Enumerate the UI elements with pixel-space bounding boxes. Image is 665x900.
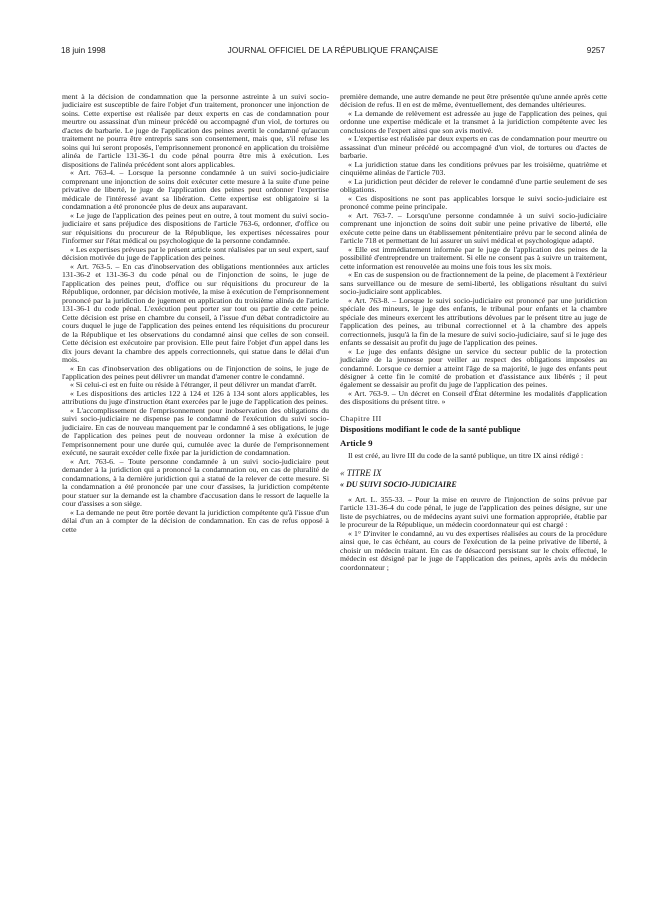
paragraph: « La juridiction peut décider de relever le condamné d'une partie seulement de ses obligations. — [340, 176, 607, 195]
paragraph: « Art. 763-9. – Un décret en Conseil d'État détermine les modalités d'application des dispositions du présent titre. » — [340, 388, 607, 407]
paragraph: « Art. 763-8. – Lorsque le suivi socio-judiciaire est prononcé par une juridiction spéciale des mineurs, le juge des enfants, le tribunal pour enfants et la chambre spéciale des mineurs exercent les attributions dévolues par le présent titre au juge de l'application des peines, au tribunal correctionnel et à la chambre des appels correctionnels, jusqu'à la fin de la mesure de suivi socio-judiciaire, sauf si le juge des enfants se dessaisit au profit du juge de l'application des peines. — [340, 295, 607, 348]
header-page-number: 9257 — [586, 46, 605, 55]
chapter-label: Chapitre III — [340, 413, 382, 423]
paragraph: « La juridiction statue dans les conditions prévues par les troisième, quatrième et cinquième alinéas de l'article 703. — [340, 159, 607, 178]
right-column — [340, 93, 607, 572]
paragraph: « En cas d'inobservation des obligations ou de l'injonction de soins, le juge de l'application des peines peut délivrer un mandat d'amener contre le condamné. — [62, 363, 329, 381]
header-journal-title: JOURNAL OFFICIEL DE LA RÉPUBLIQUE FRANÇAISE — [227, 46, 439, 55]
page-header — [61, 46, 605, 60]
paragraph: « Art. 763-4. – Lorsque la personne condamnée à un suivi socio-judiciaire comprenant une injonction de soins doit exécuter cette mesure à la suite d'une peine privative de liberté, le juge de l'application des peines peut ordonner l'expertise médicale de l'intéressé avant sa libération. Cette expertise est obligatoire si la condamnation a été prononcée plus de deux ans auparavant. — [62, 168, 329, 212]
paragraph: « Elle est immédiatement informée par le juge de l'application des peines de la possibilité d'entreprendre un traitement. Si elle ne consent pas à suivre un traitement, cette information est renouvelée au moins une fois tous les six mois. — [340, 244, 607, 271]
paragraph: ment à la décision de condamnation que la personne astreinte à un suivi socio-judiciaire est susceptible de faire l'objet d'un traitement, prononcer une injonction de soins. Cette expertise est réalisée par deux experts en cas de condamnation pour meurtre ou assassinat d'un mineur précédé ou accompagné d'un viol, de tortures ou d'actes de barbarie. Le juge de l'application des peines avertit le condamné qu'aucun traitement ne pourra être entrepris sans son consentement, mais que, s'il refuse les soins qui lui seront proposés, l'emprisonnement prononcé en application du troisième alinéa de l'article 131-36-1 du code pénal pourra être mis à exécution. Les dispositions de l'alinéa précédent sont alors applicables. — [62, 92, 329, 169]
paragraph: « La demande ne peut être portée devant la juridiction compétente qu'à l'issue d'un délai d'un an à compter de la décision de condamnation. En cas de refus opposé à cette — [62, 507, 329, 534]
paragraph: « L'accomplissement de l'emprisonnement pour inobservation des obligations du suivi socio-judiciaire ne dispense pas le condamné de l'exécution du suivi socio-judiciaire. En cas de nouveau manquement par le condamné à ses obligations, le juge de l'application des peines peut de nouveau ordonner la mise à exécution de l'emprisonnement pour une durée qui, cumulée avec la durée de l'emprisonnement exécuté, ne saurait excéder celle fixée par la juridiction de condamnation. — [62, 405, 329, 458]
paragraph: première demande, une autre demande ne peut être présentée qu'une année après cette décision de refus. Il en est de même, éventuellement, des demandes ultérieures. — [340, 92, 607, 110]
paragraph: « Art. L. 355-33. – Pour la mise en œuvre de l'injonction de soins prévue par l'article 131-36-4 du code pénal, le juge de l'application des peines désigne, sur une liste de psychiatres, ou de médecins ayant suivi une formation appropriée, établie par le procureur de la République, un médecin coordonnateur qui est chargé : — [340, 494, 607, 530]
paragraph: « Ces dispositions ne sont pas applicables lorsque le suivi socio-judiciaire est prononcé comme peine principale. — [340, 193, 607, 212]
header-date: 18 juin 1998 — [61, 46, 106, 55]
titre-heading: « TITRE IX — [340, 467, 382, 478]
paragraph: « 1° D'inviter le condamné, au vu des expertises réalisées au cours de la procédure ainsi que, le cas échéant, au cours de l'exécution de la peine privative de liberté, à choisir un médecin traitant. En cas de désaccord persistant sur le choix effectué, le médecin est désigné par le juge de l'application des peines, après avis du médecin coordonnateur ; — [340, 528, 607, 572]
paragraph: « Le juge des enfants désigne un service du secteur public de la protection judiciaire de la jeunesse pour veiller au respect des obligations imposées au condamné. Lorsque ce dernier a atteint l'âge de sa majorité, le juge des enfants peut désigner à cette fin le comité de probation et d'assistance aux libérés ; il peut également se dessaisir au profit du juge de l'application des peines. — [340, 346, 607, 390]
paragraph: « La demande de relèvement est adressée au juge de l'application des peines, qui ordonne une expertise médicale et la transmet à la juridiction compétente avec les conclusions de l'expert ainsi que son avis motivé. — [340, 108, 607, 135]
paragraph: « Les dispositions des articles 122 à 124 et 126 à 134 sont alors applicables, les attributions du juge d'instruction étant exercées par le juge de l'application des peines. — [62, 388, 329, 407]
titre-subtitle: « DU SUIVI SOCIO-JUDICIAIRE — [340, 480, 457, 490]
paragraph: « L'expertise est réalisée par deux experts en cas de condamnation pour meurtre ou assassinat d'un mineur précédé ou accompagné d'un viol, de tortures ou d'actes de barbarie. — [340, 134, 607, 161]
paragraph: « Si celui-ci est en fuite ou réside à l'étranger, il peut délivrer un mandat d'arrêt. — [70, 380, 317, 390]
left-column — [62, 93, 329, 534]
paragraph: « Art. 763-5. – En cas d'inobservation des obligations mentionnées aux articles 131-36-2 et 131-36-3 du code pénal ou de l'injonction de soins, le juge de l'application des peines peut, d'office ou sur réquisitions du procureur de la République, ordonner, par décision motivée, la mise à exécution de l'emprisonnement prononcé par la juridiction de jugement en application du troisième alinéa de l'article 131-36-1 du code pénal. L'exécution peut porter sur tout ou partie de cette peine. Cette décision est prise en chambre du conseil, à l'issue d'un débat contradictoire au cours duquel le juge de l'application des peines entend les réquisitions du procureur de la République et les observations du condamné ainsi que celles de son conseil. Cette décision est exécutoire par provision. Elle peut faire l'objet d'un appel dans les dix jours devant la chambre des appels correctionnels, qui statue dans le délai d'un mois. — [62, 261, 329, 365]
chapter-title: Dispositions modifiant le code de la santé publique — [340, 425, 521, 435]
article-heading: Article 9 — [340, 437, 373, 448]
paragraph: « Art. 763-6. – Toute personne condamnée à un suivi socio-judiciaire peut demander à la juridiction qui a prononcé la condamnation ou, en cas de pluralité de condamnations, à la dernière juridiction qui a statué de la relever de cette mesure. Si la condamnation a été prononcée par une cour d'assises, la juridiction compétente pour statuer sur la demande est la chambre d'accusation dans le ressort de laquelle la cour d'assises a son siège. — [62, 456, 329, 509]
paragraph: « En cas de suspension ou de fractionnement de la peine, de placement à l'extérieur sans surveillance ou de mesure de semi-liberté, les obligations résultant du suivi socio-judiciaire sont applicables. — [340, 270, 607, 297]
paragraph: « Les expertises prévues par le présent article sont réalisées par un seul expert, sauf décision motivée du juge de l'application des peines. — [62, 244, 329, 263]
article-intro: Il est créé, au livre III du code de la santé publique, un titre IX ainsi rédigé : — [348, 451, 584, 461]
paragraph: « Le juge de l'application des peines peut en outre, à tout moment du suivi socio-judiciaire et sans préjudice des dispositions de l'article 763-6, ordonner, d'office ou sur réquisitions du procureur de la République, les expertises nécessaires pour l'informer sur l'état médical ou psychologique de la personne condamnée. — [62, 210, 329, 246]
paragraph: « Art. 763-7. – Lorsqu'une personne condamnée à un suivi socio-judiciaire comprenant une injonction de soins doit subir une peine privative de liberté, elle exécute cette peine dans un établissement pénitentiaire prévu par le second alinéa de l'article 718 et permettant de lui assurer un suivi médical et psychologique adapté. — [340, 210, 607, 246]
